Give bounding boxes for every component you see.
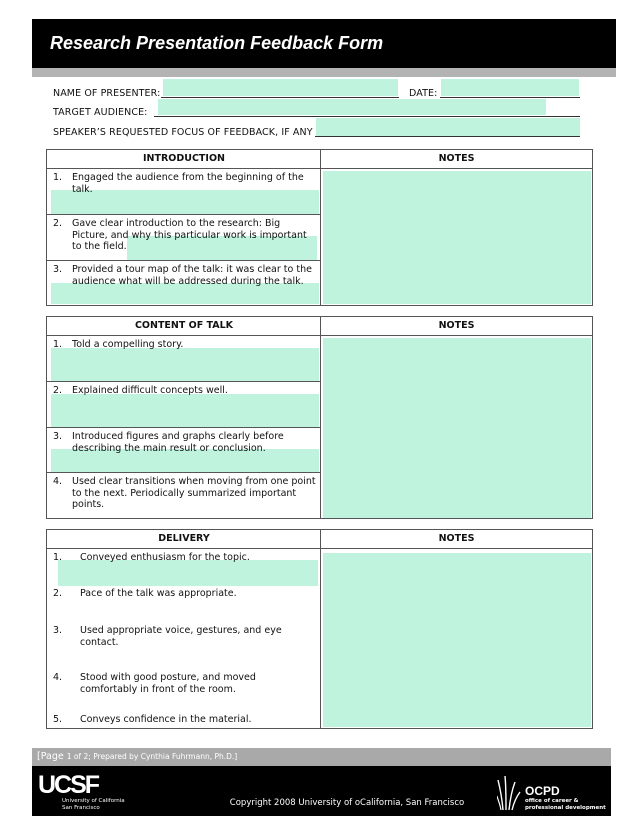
content-item-4-text: Used clear transitions when moving from one point to the next. Periodically summarized important points. — [72, 476, 316, 510]
ocpd-grass-icon — [497, 774, 521, 810]
audience-underline — [154, 116, 580, 117]
content-item-1-field[interactable] — [51, 348, 319, 381]
presenter-label: NAME OF PRESENTER: — [53, 88, 161, 99]
delivery-section — [46, 529, 593, 729]
content-item-2-field[interactable] — [51, 394, 319, 427]
delivery-item-1-text: Conveyed enthusiasm for the topic. — [80, 552, 250, 563]
introduction-section — [46, 149, 593, 306]
introduction-item-2-text: Gave clear introduction to the research: Big Picture, and why this particular work is important to the field. — [72, 218, 307, 252]
content-heading: CONTENT OF TALK — [47, 317, 321, 336]
introduction-item-2-number: 2. — [53, 218, 63, 229]
content-notes-heading: NOTES — [321, 317, 592, 336]
content-item-3 — [47, 428, 321, 473]
content-section — [46, 316, 593, 519]
introduction-heading: INTRODUCTION — [47, 150, 321, 169]
content-item-4-number: 4. — [53, 476, 63, 487]
delivery-item-5-text: Conveys confidence in the material. — [80, 714, 252, 725]
footer-page-bar — [32, 748, 611, 766]
date-underline — [440, 97, 580, 98]
introduction-item-2 — [47, 215, 321, 261]
introduction-item-1 — [47, 169, 321, 215]
delivery-item-2-text: Pace of the talk was appropriate. — [80, 588, 237, 599]
delivery-notes-heading: NOTES — [321, 530, 592, 549]
content-notes-field[interactable] — [323, 338, 591, 518]
content-item-3-text: Introduced figures and graphs clearly before describing the main result or conclusion. — [72, 431, 284, 454]
introduction-item-1-number: 1. — [53, 172, 63, 183]
presenter-underline — [161, 97, 399, 98]
ucsf-logo-subtitle: University of California San Francisco — [62, 798, 125, 811]
footer-page-info: [Page 1 of 2; Prepared by Cynthia Fuhrmann, Ph.D.] — [37, 751, 238, 762]
date-field[interactable] — [441, 79, 579, 96]
content-item-1 — [47, 336, 321, 382]
page-title: Research Presentation Feedback Form — [50, 33, 384, 53]
content-item-3-number: 3. — [53, 431, 63, 442]
ocpd-logo-title: OCPD — [525, 784, 560, 798]
introduction-item-3 — [47, 261, 321, 305]
delivery-heading: DELIVERY — [47, 530, 321, 549]
content-item-4 — [47, 473, 321, 518]
ucsf-logo: UCSF — [38, 771, 99, 799]
presenter-field[interactable] — [163, 79, 398, 96]
content-item-2-text: Explained difficult concepts well. — [72, 385, 228, 396]
date-label: DATE: — [409, 88, 438, 99]
introduction-item-3-number: 3. — [53, 264, 63, 275]
focus-label: SPEAKER’S REQUESTED FOCUS OF FEEDBACK, IF ANY — [53, 127, 313, 138]
delivery-item-1-number: 1. — [53, 552, 63, 563]
content-item-1-text: Told a compelling story. — [72, 339, 184, 350]
content-item-2 — [47, 382, 321, 428]
content-item-1-number: 1. — [53, 339, 63, 350]
copyright-text: Copyright 2008 University of oCalifornia, San Francisco — [229, 798, 465, 808]
delivery-notes-field[interactable] — [323, 553, 591, 727]
introduction-notes-heading: NOTES — [321, 150, 592, 169]
header-bar — [32, 19, 616, 68]
delivery-item-3-number: 3. — [53, 625, 63, 636]
audience-field[interactable] — [158, 99, 546, 115]
delivery-item-5-number: 5. — [53, 714, 63, 725]
footer-bar — [32, 766, 611, 816]
delivery-item-3-text: Used appropriate voice, gestures, and eye contact. — [80, 625, 282, 648]
delivery-item-4-text: Stood with good posture, and moved comfortably in front of the room. — [80, 672, 256, 695]
delivery-item-2-number: 2. — [53, 588, 63, 599]
delivery-item-4-number: 4. — [53, 672, 63, 683]
introduction-item-1-text: Engaged the audience from the beginning of the talk. — [72, 172, 304, 195]
introduction-item-3-text: Provided a tour map of the talk: it was clear to the audience what will be addressed during the talk. — [72, 264, 312, 287]
header-divider — [32, 68, 616, 77]
focus-field[interactable] — [316, 118, 580, 136]
focus-underline — [315, 136, 580, 137]
ocpd-logo-subtitle: office of career & professional development — [525, 798, 606, 811]
audience-label: TARGET AUDIENCE: — [53, 107, 148, 118]
content-item-2-number: 2. — [53, 385, 63, 396]
delivery-item-1-field[interactable] — [58, 560, 318, 586]
introduction-notes-field[interactable] — [323, 171, 591, 304]
